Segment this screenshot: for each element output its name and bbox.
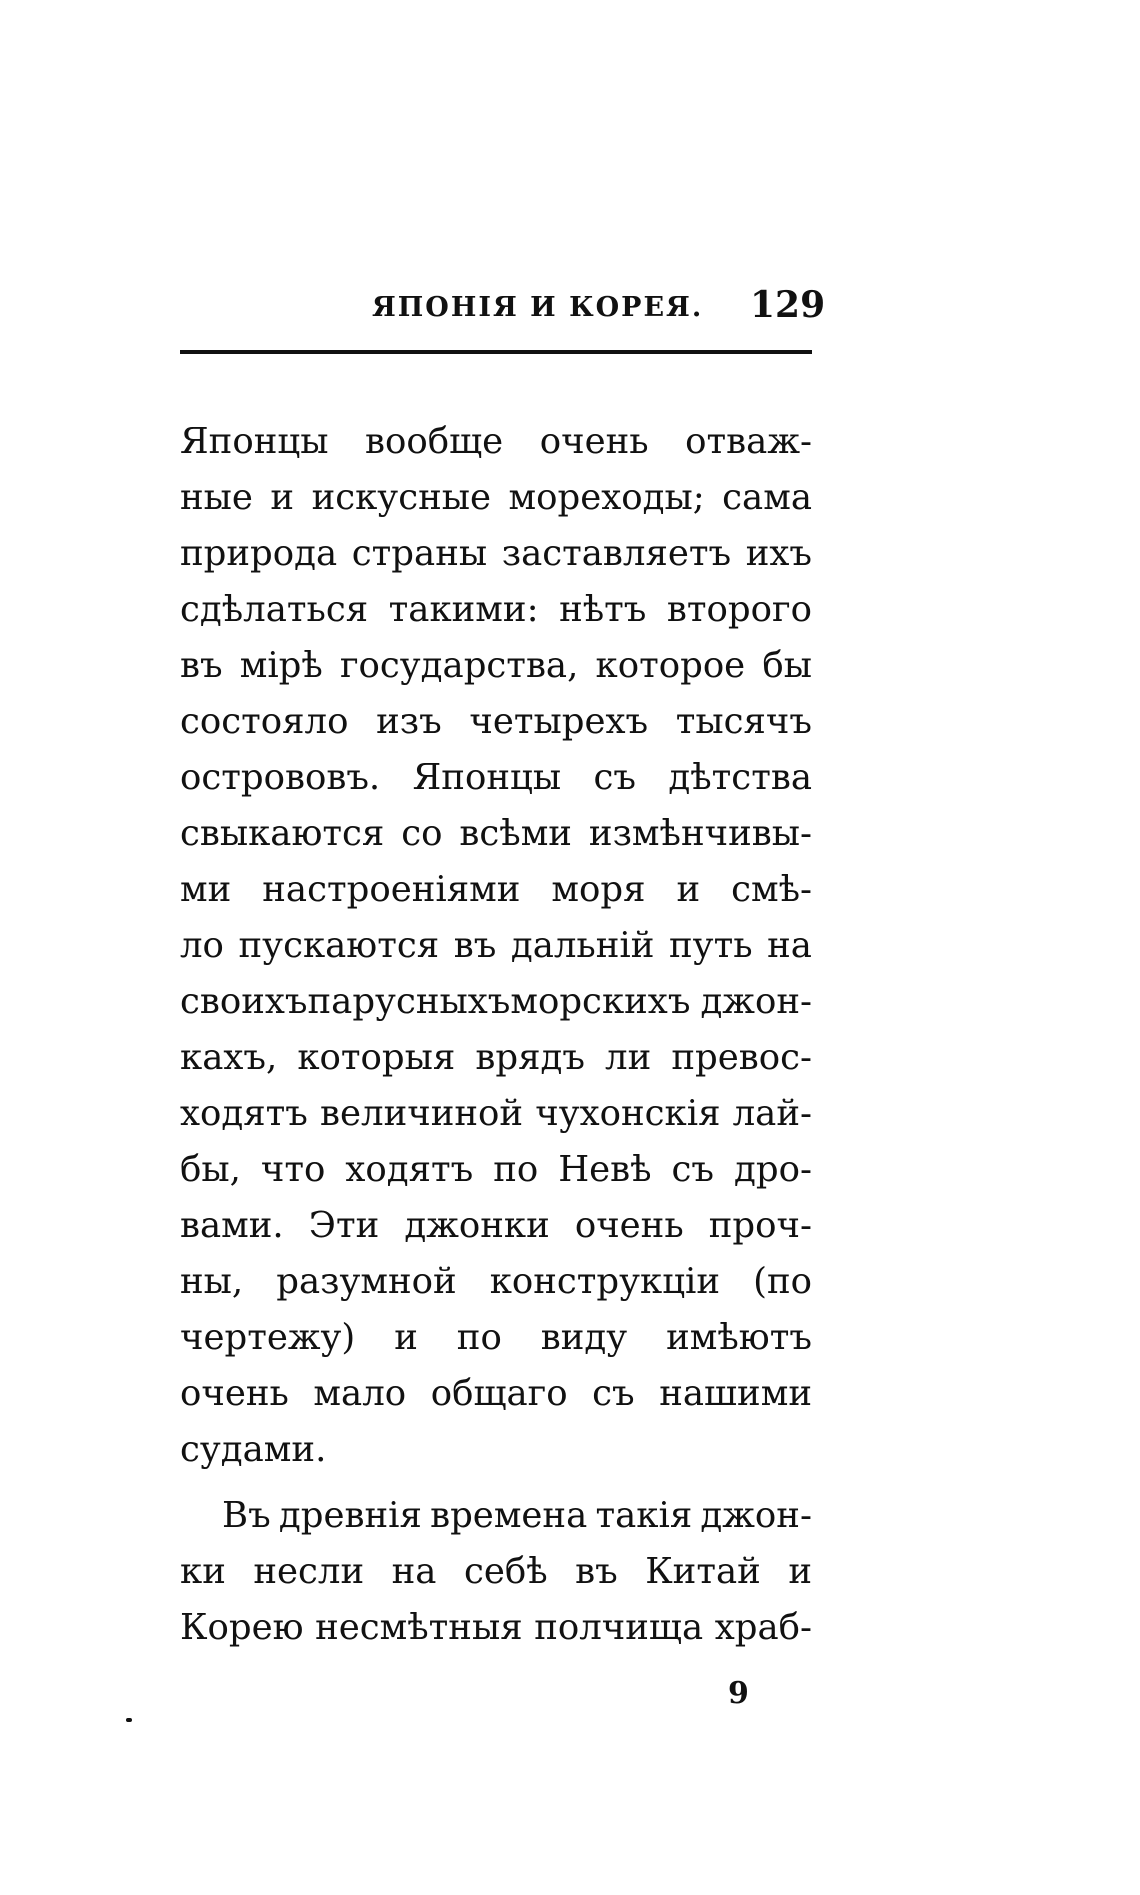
word: страны (351, 533, 488, 574)
word: измѣнчивы- (588, 813, 812, 854)
word: Въ (222, 1495, 271, 1536)
word: судами. (180, 1429, 327, 1470)
word: Корею (180, 1607, 304, 1648)
running-head-title: ЯПОНІЯ И КОРЕЯ. (372, 292, 704, 323)
text-line (180, 1198, 812, 1254)
text-line (180, 414, 812, 470)
word: дро- (733, 1149, 812, 1190)
word: пускаются (238, 925, 440, 966)
word: что (260, 1149, 326, 1190)
text-line (180, 918, 812, 974)
word: (по (753, 1261, 812, 1302)
word: ные (180, 477, 253, 518)
word: настроеніями (262, 869, 521, 910)
word: которое (595, 645, 746, 686)
word: въ (575, 1551, 618, 1592)
word: виду (540, 1317, 628, 1358)
text-line (180, 470, 812, 526)
text-line (180, 582, 812, 638)
word: въ (453, 925, 497, 966)
text-line (180, 974, 812, 1030)
word: со (401, 813, 443, 854)
word: смѣ- (731, 869, 812, 910)
word: сама (722, 477, 812, 518)
word: на (391, 1551, 437, 1592)
word: полчища (534, 1607, 704, 1648)
word: нашими (659, 1373, 812, 1414)
text-line (180, 806, 812, 862)
word: природа (180, 533, 338, 574)
word: Китай (645, 1551, 761, 1592)
word: бы (762, 645, 812, 686)
word: величиной (320, 1093, 524, 1134)
word: разумной (276, 1261, 457, 1302)
word: очень (180, 1373, 289, 1414)
word: сдѣлаться (180, 589, 369, 630)
word: путь (669, 925, 753, 966)
word: себѣ (463, 1551, 548, 1592)
word: ки (180, 1551, 226, 1592)
word: вами. (180, 1205, 284, 1246)
word: ходятъ (180, 1093, 308, 1134)
word: и (270, 477, 295, 518)
text-line (180, 1310, 812, 1366)
word: ли (605, 1037, 652, 1078)
word: нѣтъ (559, 589, 647, 630)
word: джонки (404, 1205, 550, 1246)
text-line (180, 638, 812, 694)
word: Невѣ (558, 1149, 652, 1190)
word: чертежу) (180, 1317, 356, 1358)
text-line (180, 862, 812, 918)
word: отваж- (685, 421, 812, 462)
word: изъ (376, 701, 442, 742)
text-line (180, 1422, 812, 1478)
word: общаго (430, 1373, 568, 1414)
text-line (180, 1086, 812, 1142)
word: своихъпарусныхъморскихъ (180, 981, 691, 1022)
text-line (222, 1488, 812, 1544)
word: искусные (311, 477, 492, 518)
word: мало (313, 1373, 407, 1414)
word: мореходы; (508, 477, 705, 518)
word: которыя (297, 1037, 456, 1078)
word: вообще (365, 421, 504, 462)
word: превос- (671, 1037, 812, 1078)
word: на (767, 925, 812, 966)
text-line (180, 1030, 812, 1086)
word: четырехъ (469, 701, 649, 742)
word: бы, (180, 1149, 241, 1190)
word: несли (253, 1551, 365, 1592)
word: по (493, 1149, 539, 1190)
word: мірѣ (239, 645, 323, 686)
word: свыкаются (180, 813, 385, 854)
ink-speck (126, 1718, 132, 1722)
word: джон- (700, 981, 812, 1022)
header-rule (180, 350, 812, 354)
word: такими: (388, 589, 539, 630)
word: ихъ (745, 533, 812, 574)
text-line (180, 1142, 812, 1198)
word: состояло (180, 701, 349, 742)
word: врядъ (475, 1037, 585, 1078)
word: очень (539, 421, 649, 462)
word: Эти (308, 1205, 380, 1246)
word: очень (574, 1205, 684, 1246)
word: ло (180, 925, 224, 966)
word: имѣютъ (666, 1317, 812, 1358)
word: Японцы (412, 757, 562, 798)
word: лай- (732, 1093, 812, 1134)
word: въ (180, 645, 223, 686)
word: всѣми (459, 813, 572, 854)
text-line (180, 1544, 812, 1600)
word: чухонскія (535, 1093, 721, 1134)
word: несмѣтныя (315, 1607, 523, 1648)
text-line (180, 750, 812, 806)
word: заставляетъ (501, 533, 732, 574)
word: времена (430, 1495, 588, 1536)
word: второго (666, 589, 812, 630)
word: тысячъ (675, 701, 812, 742)
word: государства, (339, 645, 579, 686)
word: съ (592, 1373, 635, 1414)
page-number: 129 (750, 284, 826, 326)
word: и (394, 1317, 418, 1358)
word: конструкціи (489, 1261, 721, 1302)
word: ны, (180, 1261, 244, 1302)
word: Японцы (180, 421, 329, 462)
text-line (180, 1254, 812, 1310)
word: и (676, 869, 701, 910)
word: кахъ, (180, 1037, 278, 1078)
word: съ (671, 1149, 715, 1190)
text-line (180, 526, 812, 582)
word: острововъ. (180, 757, 381, 798)
text-line (180, 1366, 812, 1422)
word: съ (593, 757, 636, 798)
word: по (456, 1317, 502, 1358)
word: и (788, 1551, 812, 1592)
word: такія (595, 1495, 693, 1536)
word: дальній (510, 925, 655, 966)
signature-mark: 9 (728, 1676, 749, 1711)
word: джон- (700, 1495, 812, 1536)
word: проч- (708, 1205, 812, 1246)
word: храб- (714, 1607, 812, 1648)
word: древнія (278, 1495, 422, 1536)
word: дѣтства (668, 757, 812, 798)
text-line (180, 1600, 812, 1656)
word: моря (551, 869, 646, 910)
word: ми (180, 869, 232, 910)
word: ходятъ (345, 1149, 474, 1190)
text-line (180, 694, 812, 750)
